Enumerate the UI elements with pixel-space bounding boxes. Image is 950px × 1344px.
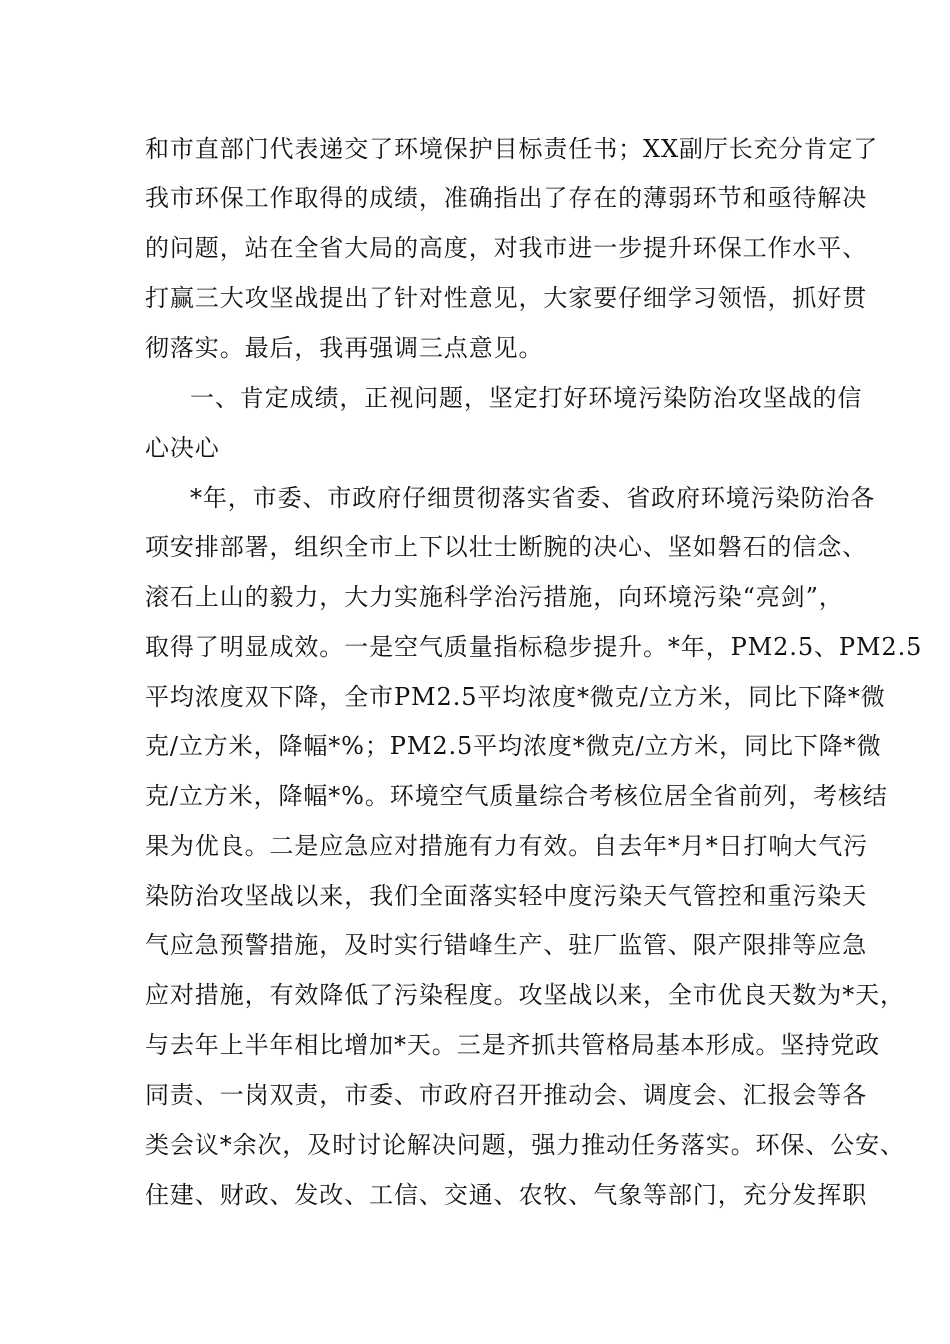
text-line: 染防治攻坚战以来，我们全面落实轻中度污染天气管控和重污染天 xyxy=(145,882,868,910)
text-line: 打赢三大攻坚战提出了针对性意见，大家要仔细学习领悟，抓好贯 xyxy=(145,284,868,312)
paragraph-start: *年，市委、市政府仔细贯彻落实省委、省政府环境污染防治各 xyxy=(190,484,876,512)
text-line: 克/立方米，降幅*%；PM2.5平均浓度*微克/立方米，同比下降*微 xyxy=(145,732,882,760)
text-line: 的问题，站在全省大局的高度，对我市进一步提升环保工作水平、 xyxy=(145,234,868,262)
text-line: 我市环保工作取得的成绩，准确指出了存在的薄弱环节和亟待解决 xyxy=(145,184,868,212)
text-line: 克/立方米，降幅*%。环境空气质量综合考核位居全省前列，考核结 xyxy=(145,782,888,810)
text-line: 类会议*余次，及时讨论解决问题，强力推动任务落实。环保、公安、 xyxy=(145,1131,905,1159)
text-line: 气应急预警措施，及时实行错峰生产、驻厂监管、限产限排等应急 xyxy=(145,931,868,959)
text-line: 滚石上山的毅力，大力实施科学治污措施，向环境污染“亮剑”， xyxy=(145,583,844,611)
text-line: 住建、财政、发改、工信、交通、农牧、气象等部门，充分发挥职 xyxy=(145,1181,868,1209)
section-heading-continued: 心决心 xyxy=(145,434,220,462)
text-line: 平均浓度双下降，全市PM2.5平均浓度*微克/立方米，同比下降*微 xyxy=(145,683,886,711)
text-line: 项安排部署，组织全市上下以壮士断腕的决心、坚如磐石的信念、 xyxy=(145,533,868,561)
text-line: 与去年上半年相比增加*天。三是齐抓共管格局基本形成。坚持党政 xyxy=(145,1031,880,1059)
text-line: 果为优良。二是应急应对措施有力有效。自去年*月*日打响大气污 xyxy=(145,832,868,860)
text-line: 和市直部门代表递交了环境保护目标责任书；XX副厅长充分肯定了 xyxy=(145,135,879,163)
text-line: 取得了明显成效。一是空气质量指标稳步提升。*年，PM2.5、PM2.5 xyxy=(145,633,923,661)
text-line: 同责、一岗双责，市委、市政府召开推动会、调度会、汇报会等各 xyxy=(145,1081,868,1109)
text-line: 应对措施，有效降低了污染程度。攻坚战以来，全市优良天数为*天， xyxy=(145,981,905,1009)
text-line: 彻落实。最后，我再强调三点意见。 xyxy=(145,334,544,362)
section-heading: 一、肯定成绩，正视问题，坚定打好环境污染防治攻坚战的信 xyxy=(190,384,863,412)
